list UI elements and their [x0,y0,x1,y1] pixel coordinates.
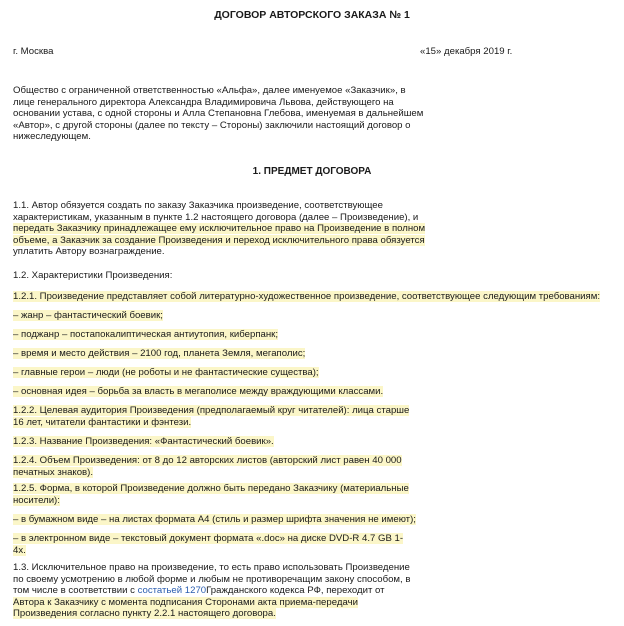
clause-text: – в бумажном виде – на листах формата А4 (стиль и размер шрифта значения не имеют); [13,514,416,525]
bullet-text: – поджанр – постапокалиптическая антиутопия, киберпанк; [13,329,279,340]
clause-line [13,533,403,545]
clause-text: 1.1. Автор обязуется создать по заказу Заказчика произведение, соответствующее [13,200,383,211]
bullet-text: – время и место действия – 2100 год, планета Земля, мегаполис; [13,348,306,359]
clause-line [13,212,425,224]
clause-text: печатных знаков). [13,466,94,478]
clause-text: уплатить Автору вознаграждение. [13,246,165,258]
form-electronic-item [13,533,403,556]
clause-1-2: 1.2. Характеристики Произведения: [13,270,173,281]
contract-date: «15» декабря 2019 г. [420,46,513,57]
clause-text: 16 лет, читатели фантастики и фэнтези. [13,416,192,428]
clause-text: передать Заказчику принадлежащее ему исключительное право на Произведение в полном [13,223,426,235]
clause-text: 1.2.2. Целевая аудитория Произведения (предполагаемый круг читателей): лица старше [13,405,410,416]
clause-1-2-5 [13,483,409,506]
clause-line [13,223,425,235]
clause-1-2-4 [13,455,402,478]
form-paper-item [13,514,416,526]
civil-code-article-link[interactable]: состатьей 1270 [137,585,207,597]
clause-text: по своему усмотрению в любой форме и любым не противоречащим закону способом, в [13,573,411,585]
preamble-line: «Автор», с другой стороны (далее по тексту – Стороны) заключили настоящий договор о [13,119,411,131]
clause-line [13,405,409,417]
clause-text: 1.2.3. Название Произведения: «Фантастический боевик». [13,436,274,447]
clause-1-3 [13,562,410,620]
preamble-line: нижеследующем. [13,131,91,143]
preamble-line: лице генерального директора Александра Владимировича Львова, действующего на [13,96,394,108]
clause-text: 1.2.1. Произведение представляет собой литературно-художественное произведение, соответствующее следующим требованиям: [13,291,600,302]
clause-line [13,562,410,574]
clause-line [13,200,425,212]
clause-line [13,483,409,495]
clause-text: 1.2.5. Форма, в которой Произведение должно быть передано Заказчику (материальные [13,483,409,494]
clause-1-1 [13,200,425,258]
bullet-item [13,310,163,322]
clause-line [13,246,425,258]
clause-text: том числе в соответствии с [13,585,138,597]
bullet-item [13,348,305,360]
preamble-paragraph [13,85,423,143]
clause-text: – в электронном виде – текстовый документ формата «.doc» на диске DVD-R 4.7 GB 1- [13,533,404,544]
clause-text: 4х. [13,544,26,556]
bullet-text: – жанр – фантастический боевик; [13,310,163,321]
clause-1-2-1 [13,291,600,303]
city: г. Москва [13,46,54,57]
clause-text: носители): [13,494,60,506]
clause-1-2-3 [13,436,274,448]
preamble-line: основании устава, с одной стороны и Алла Степановна Глебова, именуемая в дальнейшем [13,108,424,120]
clause-line [13,545,403,557]
clause-line [13,417,409,429]
preamble-line: Общество с ограниченной ответственностью «Альфа», далее именуемое «Заказчик», в [13,85,406,96]
clause-line [13,608,410,620]
clause-text: 1.2.4. Объем Произведения: от 8 до 12 авторских листов (авторский лист равен 40 000 [13,455,402,466]
bullet-item [13,386,383,398]
bullet-text: – главные герои – люди (не роботы и не фантастические существа); [13,367,319,378]
clause-text: характеристикам, указанным в пункте 1.2 настоящего договора (далее – Произведение), и [13,211,419,223]
bullet-item [13,367,319,379]
clause-text: Гражданского кодекса РФ, переходит от [206,585,385,597]
section-heading: 1. ПРЕДМЕТ ДОГОВОРА [252,166,372,177]
clause-line [13,455,402,467]
bullet-text: – основная идея – борьба за власть в мегаполисе между враждующими классами. [13,386,384,397]
clause-line [13,467,402,479]
bullet-item [13,329,278,341]
document-title: ДОГОВОР АВТОРСКОГО ЗАКАЗА № 1 [214,9,410,21]
clause-1-2-2 [13,405,409,428]
clause-line [13,597,410,609]
clause-line [13,574,410,586]
clause-line [13,235,425,247]
clause-text: объеме, а Заказчик за создание Произведения и переход исключительного права обязуется [13,234,425,246]
clause-line [13,495,409,507]
clause-line [13,585,410,597]
clause-text: 1.3. Исключительное право на произведение, то есть право использовать Произведение [13,562,410,573]
clause-text: Автора к Заказчику с момента подписания Сторонами акта приема-передачи [13,596,358,608]
clause-text: Произведения согласно пункту 2.2.1 настоящего договора. [13,608,276,620]
